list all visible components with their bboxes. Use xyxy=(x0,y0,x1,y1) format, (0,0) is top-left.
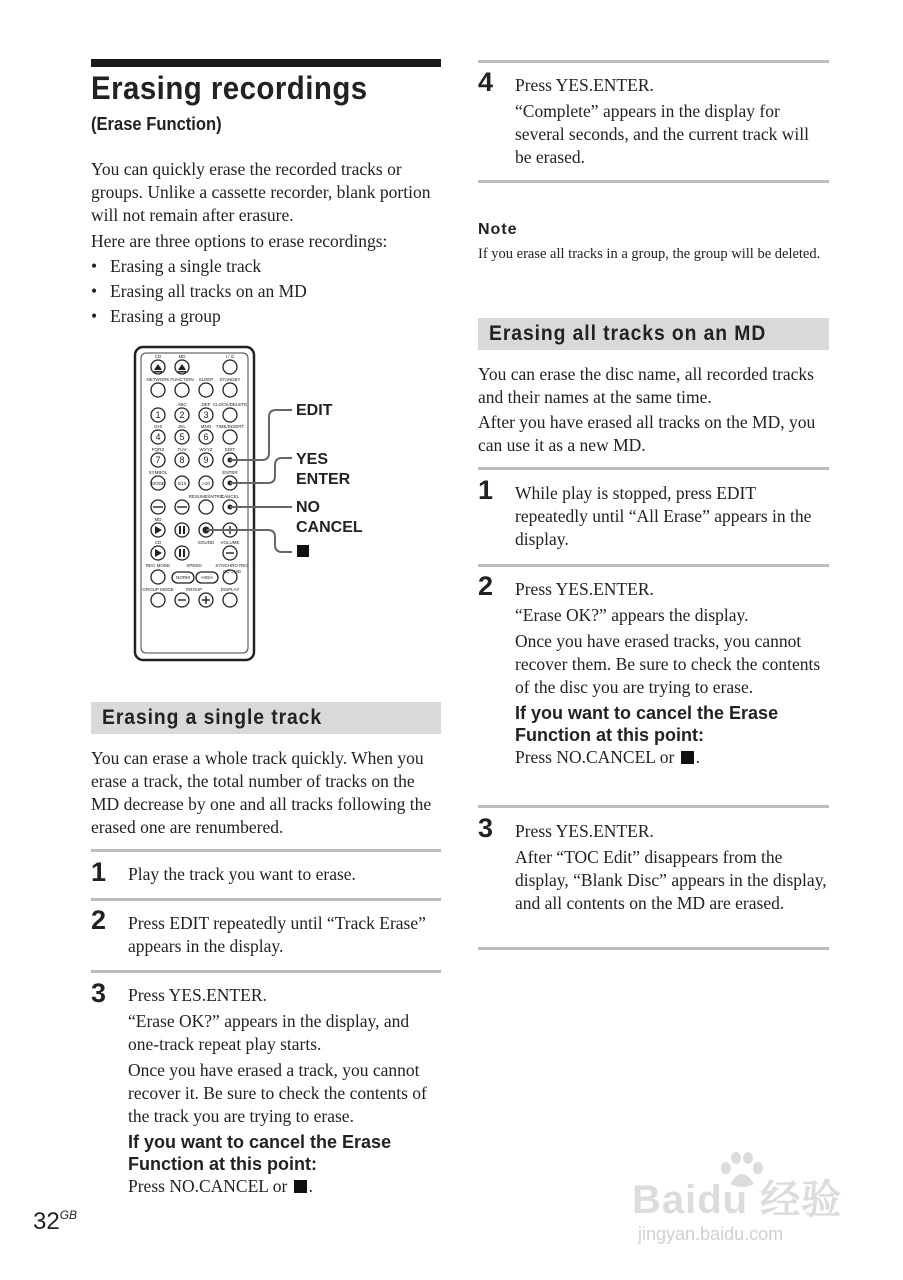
cancel-end: . xyxy=(308,1176,314,1196)
lbl-standby: STANDBY xyxy=(219,377,241,382)
lbl-resume-intro: RESUME/INTRO xyxy=(188,494,224,499)
lbl-rec-mode: REC MODE xyxy=(145,563,171,568)
list-item: • Erasing a group xyxy=(91,305,441,328)
callout-no: NO xyxy=(296,499,320,516)
note-heading: Note xyxy=(478,221,518,238)
lbl-cd-to-md: CD→MD xyxy=(223,569,241,574)
lbl-enter: ENTER xyxy=(222,470,238,475)
lbl-function: FUNCTION xyxy=(170,377,194,382)
step-divider xyxy=(478,564,829,567)
lbl-edit: EDIT xyxy=(224,447,236,452)
step-divider xyxy=(478,467,829,470)
page-title: Erasing recordings xyxy=(91,70,368,106)
step-divider xyxy=(91,970,441,973)
intro-text-1: You can quickly erase the recorded tracks or groups. Unlike a cassette recorder, blank portion will not remain after erasure. xyxy=(91,159,431,225)
step-text: Press EDIT repeatedly until “Track Erase” appears in the display. xyxy=(128,913,426,956)
lbl-tuv: TUV xyxy=(177,447,187,452)
cancel-instruction xyxy=(128,1175,441,1198)
lbl-sleep: SLEEP xyxy=(198,377,214,382)
intro-text-2: Here are three options to erase recordings: xyxy=(91,231,388,251)
step-divider xyxy=(91,898,441,901)
key-8: 8 xyxy=(179,455,185,465)
cancel-heading: If you want to cancel the Erase Function at this point: xyxy=(128,1132,392,1174)
lbl-md-play: MD xyxy=(154,517,162,522)
step-content xyxy=(128,863,441,889)
step-text: Play the track you want to erase. xyxy=(128,864,356,884)
key-4: 4 xyxy=(155,432,161,442)
step-content xyxy=(515,820,829,918)
remote-illustration xyxy=(132,345,382,665)
step-text: Press YES.ENTER. xyxy=(515,75,654,95)
key-high: HIGH xyxy=(201,575,213,580)
lbl-abc: ABC xyxy=(177,402,187,407)
step-divider xyxy=(478,805,829,808)
lbl-speed: SPEED xyxy=(186,563,202,568)
intro-paragraph xyxy=(91,158,441,330)
lbl-symbol: SYMBOL xyxy=(148,470,168,475)
single-track-intro: You can erase a whole track quickly. When you erase a track, the total number of tracks on the MD decrease by one and all tracks following the erased one are renumbered. xyxy=(91,748,432,837)
lbl-ghi: GHI xyxy=(153,424,163,429)
key-norm: NORM xyxy=(176,575,190,580)
callout-cancel: CANCEL xyxy=(296,519,363,536)
lbl-group: GROUP xyxy=(185,587,203,592)
page-subtitle: (Erase Function) xyxy=(91,114,222,134)
step-text: “Erase OK?” appears the display. xyxy=(515,605,749,625)
key-1: 1 xyxy=(155,410,161,420)
cancel-heading: If you want to cancel the Erase Function at this point: xyxy=(515,703,779,745)
key-9: 9 xyxy=(203,455,209,465)
cancel-end: . xyxy=(695,747,701,767)
lbl-synchro-rec: SYNCHRO REC xyxy=(215,563,249,568)
stop-icon xyxy=(681,751,694,764)
lbl-network: NETWORK xyxy=(146,377,170,382)
step-text: Press YES.ENTER. xyxy=(128,985,267,1005)
watermark-url: jingyan.baidu.com xyxy=(638,1224,784,1244)
step-content xyxy=(128,912,441,961)
step-text: Once you have erased a track, you cannot recover it. Be sure to check the contents of the track you are trying to erase. xyxy=(128,1060,427,1126)
step-content xyxy=(515,74,829,172)
watermark-logo: Baidu 经验 xyxy=(632,1178,843,1222)
key-3: 3 xyxy=(203,410,209,420)
cancel-instruction xyxy=(515,746,829,769)
page-number-suffix: GB xyxy=(59,1208,78,1222)
callout-edit: EDIT xyxy=(296,402,333,419)
step-text: “Erase OK?” appears in the display, and one-track repeat play starts. xyxy=(128,1011,410,1054)
cancel-text: Press NO.CANCEL or xyxy=(515,747,675,767)
top-rule xyxy=(91,59,441,67)
remote-control-drawing xyxy=(132,345,382,665)
lbl-clock-delete: CLOCK/DELETE xyxy=(212,402,248,407)
list-item: • Erasing a single track xyxy=(91,255,441,278)
lbl-def: DEF xyxy=(201,402,211,407)
step-text: “Complete” appears in the display for several seconds, and the current track will be erased. xyxy=(515,101,809,167)
key-2: 2 xyxy=(179,410,185,420)
step-text: While play is stopped, press EDIT repeatedly until “All Erase” appears in the display. xyxy=(515,483,812,549)
step-divider xyxy=(91,849,441,852)
key-0-10: 0/10 xyxy=(177,481,187,486)
lbl-sound: SOUND xyxy=(197,540,215,545)
key-mode: MODE xyxy=(151,481,165,486)
step-number: 2 xyxy=(91,905,107,935)
step-number: 3 xyxy=(91,978,107,1008)
callout-yes: YES xyxy=(296,451,329,468)
step-content xyxy=(515,482,829,554)
step-content xyxy=(515,578,829,772)
lbl-group-mode: GROUP MODE xyxy=(142,587,174,592)
step-number: 4 xyxy=(478,67,494,97)
step-text: Press YES.ENTER. xyxy=(515,579,654,599)
lbl-volume: VOLUME xyxy=(220,540,240,545)
lbl-display: DISPLAY xyxy=(220,587,240,592)
options-list xyxy=(91,255,441,328)
all-tracks-intro-2: After you have erased all tracks on the MD, you can use it as a new MD. xyxy=(478,412,816,455)
step-number: 2 xyxy=(478,571,494,601)
step-text: After “TOC Edit” disappears from the display, “Blank Disc” appears in the display, and all contents on the MD are erased. xyxy=(515,847,827,913)
lbl-md: MD xyxy=(178,354,186,359)
key-6: 6 xyxy=(203,432,209,442)
key-5: 5 xyxy=(179,432,185,442)
lbl-time-insert: TIME/INSERT xyxy=(215,424,245,429)
all-tracks-intro-1: You can erase the disc name, all recorded tracks and their names at the same time. xyxy=(478,364,814,407)
step-divider xyxy=(478,947,829,950)
section-heading-text: Erasing a single track xyxy=(102,706,323,729)
step-divider xyxy=(478,180,829,183)
step-content xyxy=(128,984,441,1201)
step-text: Once you have erased tracks, you cannot recover them. Be sure to check the contents of the disc you are trying to erase. xyxy=(515,631,821,697)
note-text: If you erase all tracks in a group, the group will be deleted. xyxy=(478,246,821,262)
list-item: • Erasing all tracks on an MD xyxy=(91,280,441,303)
baidu-watermark xyxy=(632,1150,862,1260)
section-heading-single-track xyxy=(91,702,441,734)
section-heading-text: Erasing all tracks on an MD xyxy=(489,322,767,345)
callout-enter: ENTER xyxy=(296,471,351,488)
lbl-pqrs: PQRS xyxy=(151,447,165,452)
key-7: 7 xyxy=(155,455,161,465)
lbl-cd-play: CD xyxy=(154,540,162,545)
step-text: Press YES.ENTER. xyxy=(515,821,654,841)
stop-icon xyxy=(294,1180,307,1193)
page-number-value: 32 xyxy=(33,1208,60,1235)
key-gt10: >10 xyxy=(202,481,210,486)
all-tracks-intro xyxy=(478,363,829,457)
lbl-cancel: CANCEL xyxy=(220,494,240,499)
section-heading-all-tracks xyxy=(478,318,829,350)
cancel-text: Press NO.CANCEL or xyxy=(128,1176,288,1196)
step-number: 1 xyxy=(91,857,107,887)
callout-stop-icon xyxy=(297,545,309,557)
lbl-power: I / ⏻ xyxy=(225,354,235,359)
lbl-cd: CD xyxy=(154,354,162,359)
step-number: 1 xyxy=(478,475,494,505)
lbl-wxyz: WXYZ xyxy=(199,447,213,452)
step-divider xyxy=(478,60,829,63)
page-number xyxy=(33,1208,77,1236)
lbl-mno: MNO xyxy=(200,424,212,429)
step-number: 3 xyxy=(478,813,494,843)
lbl-jkl: JKL xyxy=(178,424,186,429)
